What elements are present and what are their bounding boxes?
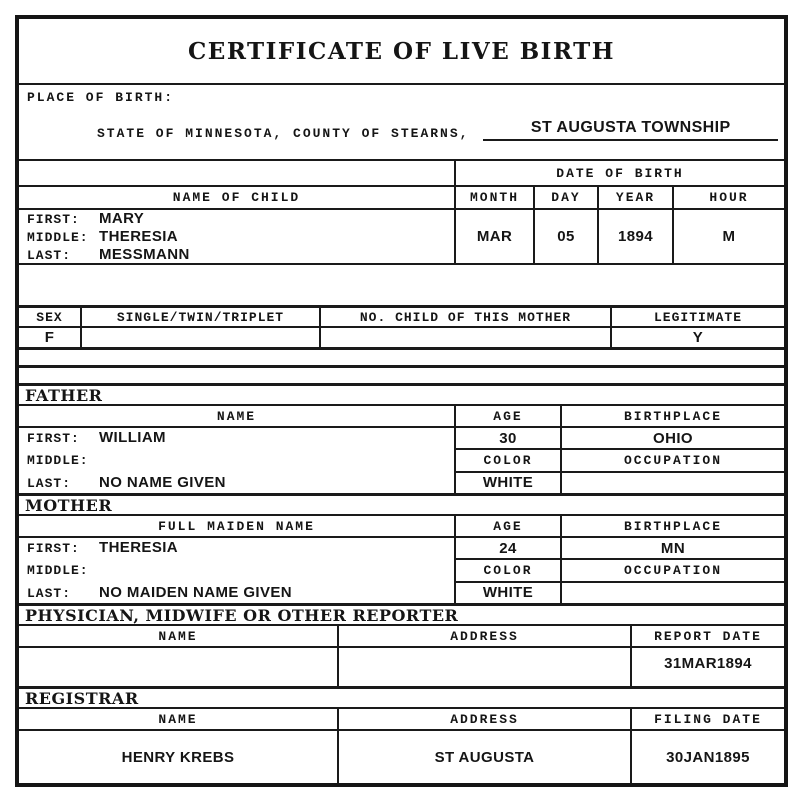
child-column-headers-row — [19, 185, 784, 208]
mother-occupation-header: OCCUPATION — [623, 562, 722, 578]
registrar-address-header: ADDRESS — [339, 709, 632, 729]
father-column-headers-row — [19, 404, 784, 426]
state-county-line: STATE OF MINNESOTA, COUNTY OF STEARNS, — [97, 126, 470, 141]
mother-section-header: MOTHER — [19, 493, 784, 514]
page-title: CERTIFICATE OF LIVE BIRTH — [188, 37, 615, 65]
father-birthplace-value: OHIO — [653, 429, 693, 447]
father-color-value: WHITE — [456, 473, 562, 493]
child-first-label: FIRST: — [27, 211, 80, 227]
child-first-value: MARY — [99, 209, 145, 227]
sex-header: SEX — [19, 308, 82, 326]
date-of-birth-header: DATE OF BIRTH — [556, 165, 684, 181]
child-middle-label: MIDDLE: — [27, 229, 89, 245]
place-of-birth-section — [19, 83, 784, 159]
date-of-birth-header-row — [19, 159, 784, 185]
mother-age-value: 24 — [456, 538, 562, 558]
mother-name-cell — [19, 538, 456, 603]
physician-address-value — [339, 648, 632, 686]
spacer-strip — [19, 347, 784, 365]
mother-color-value: WHITE — [456, 583, 562, 603]
mother-body-row — [19, 536, 784, 603]
spacer-strip — [19, 365, 784, 383]
physician-report-date-header: REPORT DATE — [654, 628, 762, 644]
father-last-value: NO NAME GIVEN — [99, 473, 226, 491]
mother-name-header: FULL MAIDEN NAME — [19, 516, 456, 536]
name-of-child-header: NAME OF CHILD — [19, 187, 456, 208]
day-header: DAY — [535, 187, 599, 208]
registrar-name-header: NAME — [19, 709, 339, 729]
birth-day-value: 05 — [535, 210, 599, 263]
birth-month-value: MAR — [456, 210, 535, 263]
father-section-header: FATHER — [19, 383, 784, 404]
child-middle-value: THERESIA — [99, 227, 179, 245]
physician-values-row — [19, 646, 784, 686]
father-occupation-value — [562, 473, 784, 493]
registrar-filing-date-value: 30JAN1895 — [666, 748, 750, 766]
mother-occupation-value — [562, 583, 784, 603]
physician-report-date-value: 31MAR1894 — [664, 655, 752, 672]
child-number-header: NO. CHILD OF THIS MOTHER — [321, 308, 612, 326]
child-values-row — [19, 208, 784, 263]
father-name-cell — [19, 428, 456, 493]
physician-name-value — [19, 648, 339, 686]
birth-certificate-document — [15, 15, 788, 787]
father-occupation-header: OCCUPATION — [623, 452, 722, 468]
registrar-section-header: REGISTRAR — [19, 686, 784, 707]
mother-age-header: AGE — [456, 516, 562, 536]
legitimate-header: LEGITIMATE — [653, 309, 742, 325]
child-name-cell — [19, 210, 456, 263]
sex-values-row — [19, 326, 784, 347]
mother-first-value: THERESIA — [99, 538, 179, 556]
registrar-column-headers-row — [19, 707, 784, 729]
mother-last-value: NO MAIDEN NAME GIVEN — [99, 583, 293, 601]
single-twin-triplet-value — [82, 328, 321, 347]
registrar-name-value: HENRY KREBS — [19, 731, 339, 783]
physician-name-header: NAME — [19, 626, 339, 646]
legitimate-value: Y — [692, 329, 704, 346]
birth-year-value: 1894 — [599, 210, 674, 263]
mother-last-label: LAST: — [27, 585, 72, 601]
father-first-label: FIRST: — [27, 430, 80, 446]
father-middle-label: MIDDLE: — [27, 452, 89, 468]
father-last-label: LAST: — [27, 475, 72, 491]
mother-birthplace-header: BIRTHPLACE — [623, 518, 722, 534]
single-twin-triplet-header: SINGLE/TWIN/TRIPLET — [82, 308, 321, 326]
sex-headers-row — [19, 305, 784, 326]
mother-first-label: FIRST: — [27, 540, 80, 556]
physician-address-header: ADDRESS — [339, 626, 632, 646]
mother-column-headers-row — [19, 514, 784, 536]
child-number-value — [321, 328, 612, 347]
father-color-header: COLOR — [456, 450, 562, 470]
child-last-value: MESSMANN — [99, 245, 190, 263]
registrar-filing-date-header: FILING DATE — [654, 711, 762, 727]
physician-section-header: PHYSICIAN, MIDWIFE OR OTHER REPORTER — [19, 603, 784, 624]
father-age-value: 30 — [456, 428, 562, 448]
sex-value: F — [19, 328, 82, 347]
mother-birthplace-value: MN — [660, 539, 686, 557]
place-of-birth-label: PLACE OF BIRTH: — [27, 90, 175, 105]
father-first-value: WILLIAM — [99, 428, 166, 446]
year-header: YEAR — [599, 187, 674, 208]
birth-hour-value: M — [722, 228, 736, 245]
father-name-header: NAME — [19, 406, 456, 426]
father-body-row — [19, 426, 784, 493]
empty-cell — [19, 161, 456, 185]
registrar-address-value: ST AUGUSTA — [339, 731, 632, 783]
father-age-header: AGE — [456, 406, 562, 426]
month-header: MONTH — [456, 187, 535, 208]
father-right-grid — [456, 428, 784, 493]
registrar-values-row — [19, 729, 784, 783]
mother-color-header: COLOR — [456, 560, 562, 580]
hour-header: HOUR — [709, 190, 749, 205]
blank-band — [19, 263, 784, 305]
mother-middle-label: MIDDLE: — [27, 562, 89, 578]
mother-right-grid — [456, 538, 784, 603]
father-birthplace-header: BIRTHPLACE — [623, 408, 722, 424]
township-value: ST AUGUSTA TOWNSHIP — [483, 119, 778, 141]
child-last-label: LAST: — [27, 247, 72, 263]
title-row — [19, 19, 784, 83]
physician-column-headers-row — [19, 624, 784, 646]
